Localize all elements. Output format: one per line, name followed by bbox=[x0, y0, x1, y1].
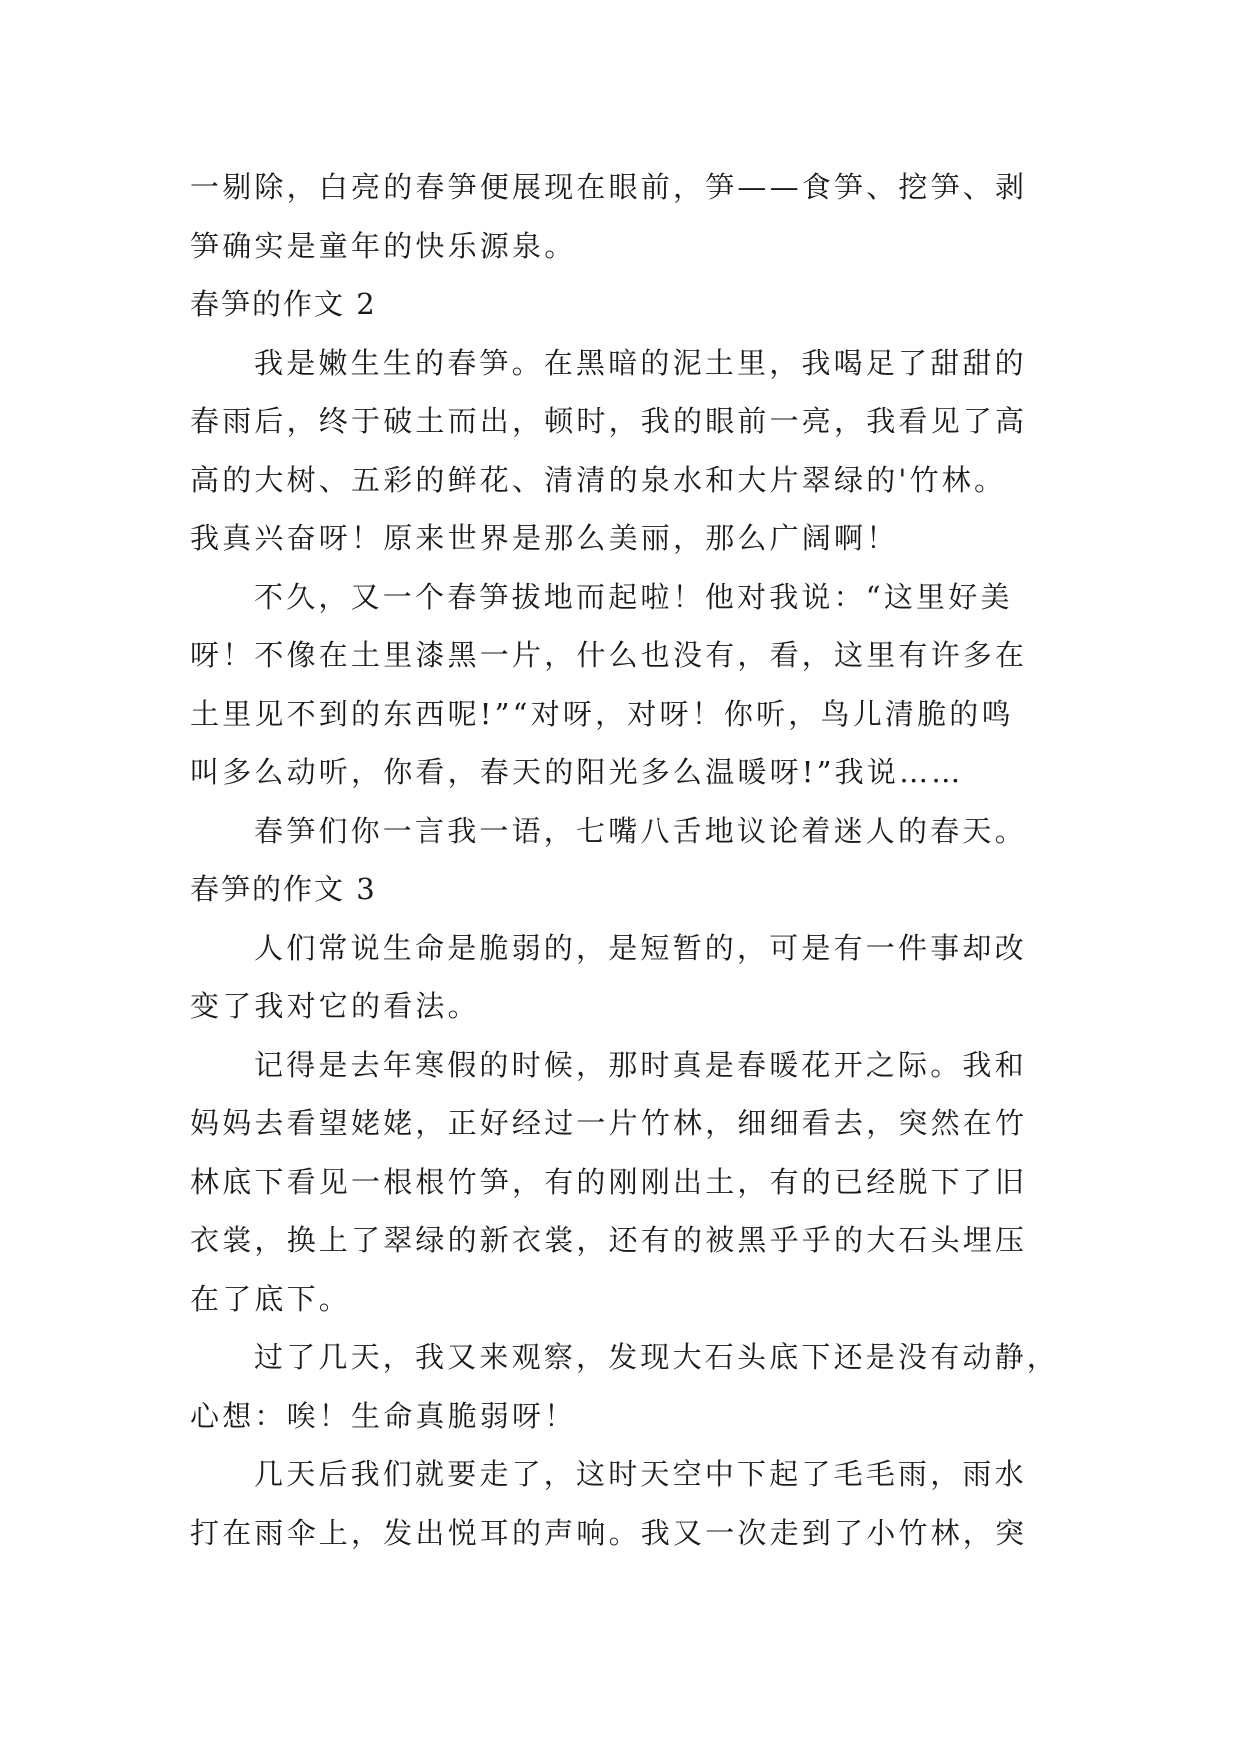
text-line: 变了我对它的看法。 bbox=[190, 989, 480, 1023]
text-line: 叫多么动听，你看，春天的阳光多么温暖呀!”我说…… bbox=[190, 755, 964, 789]
paragraph-first-line: 我是嫩生生的春笋。在黑暗的泥土里，我喝足了甜甜的 bbox=[254, 345, 1027, 380]
document-body bbox=[190, 158, 1070, 1562]
paragraph-first-line: 记得是去年寒假的时候，那时真是春暖花开之际。我和 bbox=[254, 1047, 1027, 1082]
text-line: 我真兴奋呀！原来世界是那么美丽，那么广阔啊！ bbox=[190, 521, 899, 555]
text-line: 笋确实是童年的快乐源泉。 bbox=[190, 228, 577, 263]
text-line: 春雨后，终于破土而出，顿时，我的眼前一亮，我看见了高 bbox=[190, 404, 1028, 438]
text-line: 呀！不像在土里漆黑一片，什么也没有，看，这里有许多在 bbox=[190, 638, 1028, 672]
paragraph-first-line: 春笋们你一言我一语，七嘴八舌地议论着迷人的春天。 bbox=[254, 813, 1027, 848]
paragraph-first-line: 过了几天，我又来观察，发现大石头底下还是没有动静， bbox=[254, 1340, 1060, 1374]
paragraph-first-line: 不久，又一个春笋拔地而起啦！他对我说：“这里好美 bbox=[254, 579, 1013, 614]
text-line: 高的大树、五彩的鲜花、清清的泉水和大片翠绿的'竹林。 bbox=[190, 462, 1007, 497]
paragraph-first-line: 几天后我们就要走了，这时天空中下起了毛毛雨，雨水 bbox=[254, 1457, 1027, 1491]
text-line: 在了底下。 bbox=[190, 1281, 352, 1316]
text-line: 林底下看见一根根竹笋，有的刚刚出土，有的已经脱下了旧 bbox=[190, 1164, 1028, 1199]
text-line: 土里见不到的东西呢!”“对呀，对呀！你听，鸟儿清脆的鸣 bbox=[190, 696, 1014, 731]
text-line: 打在雨伞上，发出悦耳的声响。我又一次走到了小竹林，突 bbox=[190, 1515, 1028, 1550]
text-line: 妈妈去看望姥姥，正好经过一片竹林，细细看去，突然在竹 bbox=[190, 1106, 1028, 1140]
section-heading: 春笋的作文 3 bbox=[190, 872, 377, 906]
text-line: 衣裳，换上了翠绿的新衣裳，还有的被黑乎乎的大石头埋压 bbox=[190, 1223, 1028, 1257]
paragraph-first-line: 人们常说生命是脆弱的，是短暂的，可是有一件事却改 bbox=[254, 930, 1027, 965]
section-heading: 春笋的作文 2 bbox=[190, 287, 377, 321]
text-line: 心想：唉！生命真脆弱呀！ bbox=[190, 1398, 577, 1433]
text-line: 一剔除，白亮的春笋便展现在眼前，笋——食笋、挖笋、剥 bbox=[190, 170, 1028, 204]
